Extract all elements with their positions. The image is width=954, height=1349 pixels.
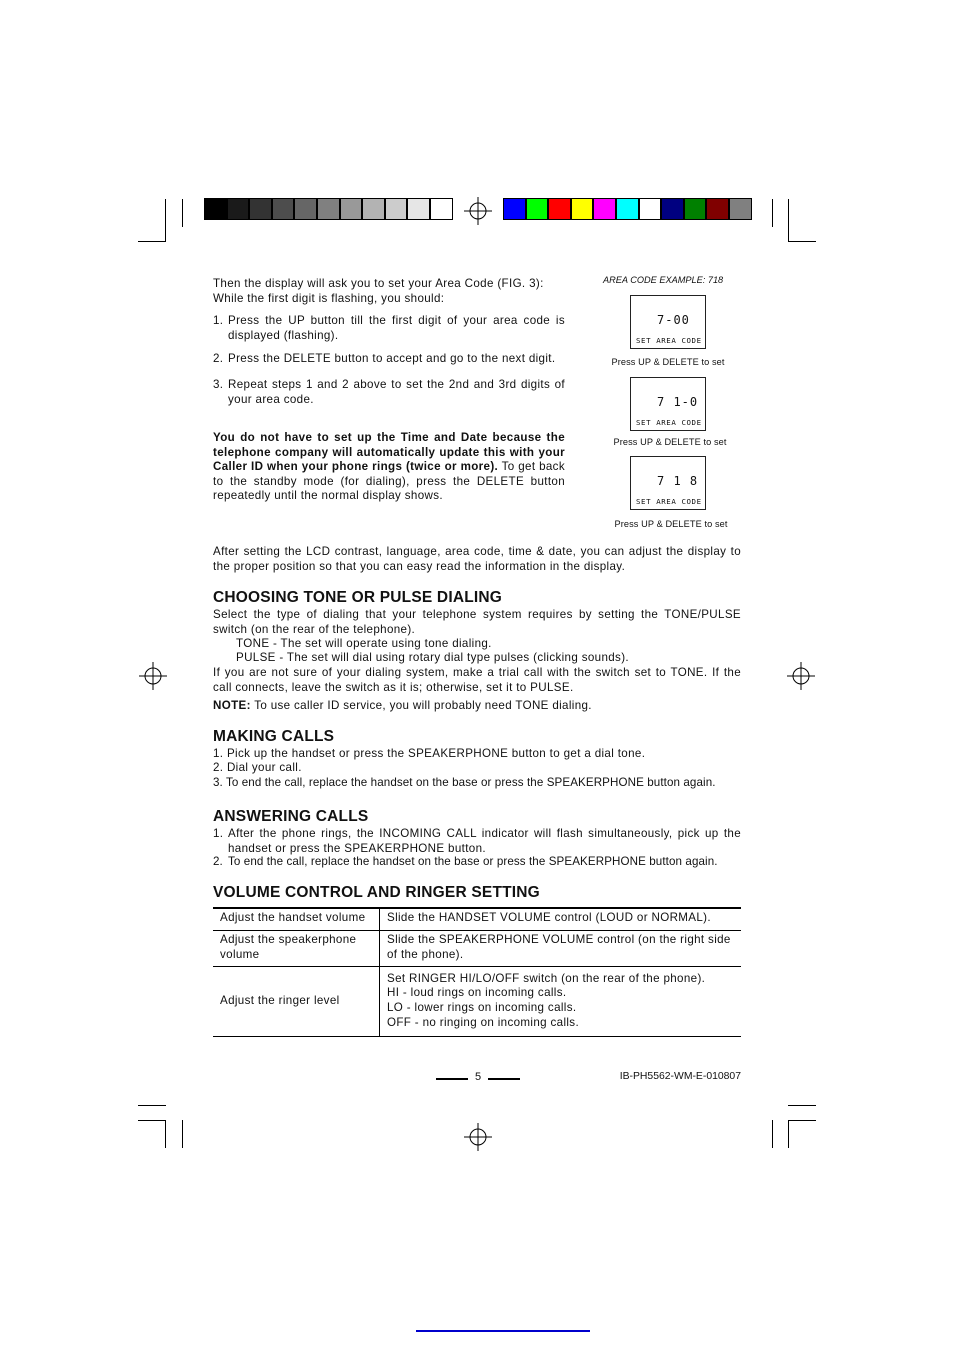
color-swatch [593,198,616,220]
color-swatch [729,198,752,220]
lcd-screen-1: 7-00 SET AREA CODE [630,295,706,349]
tone-pulse-intro: Select the type of dialing that your telephone system requires by setting the TONE/PULSE switch (on the rear of the telephone). [213,608,741,636]
color-swatch [340,198,363,220]
color-swatch [548,198,571,220]
making-calls-step-1: 1. Pick up the handset or press the SPEAKERPHONE button to get a dial tone. [213,747,646,760]
instruction-line: OFF - no ringing on incoming calls. [387,1015,580,1029]
intro-line-1: Then the display will ask you to set your Area Code (FIG. 3): [213,277,544,290]
instruction-line: Slide the SPEAKERPHONE VOLUME control (on the right side of the phone). [387,933,731,961]
color-swatch [204,198,227,220]
color-swatch [684,198,707,220]
color-swatch [706,198,729,220]
volume-heading: VOLUME CONTROL AND RINGER SETTING [213,884,540,901]
lcd-screen-3: 7 1 8 SET AREA CODE [630,456,706,510]
making-calls-step-3: 3. To end the call, replace the handset on the base or press the SPEAKERPHONE button again. [213,776,716,789]
trial-call-paragraph: If you are not sure of your dialing system, make a trial call with the switch set to TONE. If the call connects, leave the switch as it is; otherwise, set it to PULSE. [213,666,741,694]
color-swatch [571,198,594,220]
page-rule-left [436,1078,468,1080]
instruction-line: Slide the HANDSET VOLUME control (LOUD or NORMAL). [387,911,711,925]
color-swatch [227,198,250,220]
color-swatch [639,198,662,220]
color-swatch [503,198,526,220]
color-swatch [294,198,317,220]
caller-id-note: You do not have to set up the Time and Date because the telephone company will automatically update this with your Caller ID when your phone rings (twice or more). To get back to the standby mode (for dialing), press the DELETE button repeatedly until the normal display shows. [213,431,565,503]
step-1: 1. Press the UP button till the first digit of your area code is displayed (flashing). [213,314,565,342]
color-swatch [616,198,639,220]
color-swatch [526,198,549,220]
pulse-option: PULSE - The set will dial using rotary dial type pulses (clicking sounds). [236,651,629,664]
instruction-line: LO - lower rings on incoming calls. [387,1001,577,1014]
figure-title: AREA CODE EXAMPLE: 718 [603,275,724,285]
registration-mark-icon [462,195,494,227]
page-number: 5 [474,1071,482,1083]
color-swatch [249,198,272,220]
setting-instruction-cell [380,930,742,966]
step-3: 3. Repeat steps 1 and 2 above to set the 2nd and 3rd digits of your area code. [213,378,565,406]
color-swatch [362,198,385,220]
lcd-screen-2: 7 1-0 SET AREA CODE [630,377,706,431]
setting-instruction-cell [380,966,742,1036]
registration-mark-icon [462,1121,494,1153]
instruction-line: HI - loud rings on incoming calls. [387,986,567,1000]
document-code: IB-PH5562-WM-E-010807 [619,1071,741,1082]
tone-note: NOTE: To use caller ID service, you will probably need TONE dialing. [213,699,592,712]
registration-mark-icon [137,660,169,692]
making-calls-heading: MAKING CALLS [213,728,335,745]
lcd-caption-3: Press UP & DELETE to set [614,519,728,529]
setting-name-cell: Adjust the handset volume [213,908,380,930]
registration-mark-icon [785,660,817,692]
answering-step-2: 2. To end the call, replace the handset on the base or press the SPEAKERPHONE button again. [213,855,718,868]
lcd-caption-1: Press UP & DELETE to set [611,357,725,367]
table-row [213,908,741,930]
tone-pulse-heading: CHOOSING TONE OR PULSE DIALING [213,589,503,606]
making-calls-step-2: 2. Dial your call. [213,761,302,774]
answering-calls-heading: ANSWERING CALLS [213,808,369,825]
tone-option: TONE - The set will operate using tone dialing. [236,637,492,650]
intro-line-2: While the first digit is flashing, you should: [213,291,445,305]
color-swatch [272,198,295,220]
lcd-caption-2: Press UP & DELETE to set [613,437,727,447]
after-setting-paragraph: After setting the LCD contrast, language, area code, time & date, you can adjust the display to the proper position so that you can easy read the information in the display. [213,545,741,573]
setting-name-cell: Adjust the speakerphone volume [213,930,380,966]
page-rule-right [488,1078,520,1080]
instruction-line: Set RINGER HI/LO/OFF switch (on the rear of the phone). [387,971,706,985]
table-row [213,966,741,1036]
color-swatch [430,198,453,220]
step-2: 2. Press the DELETE button to accept and go to the next digit. [213,352,556,365]
volume-table [213,908,741,1037]
color-swatch [317,198,340,220]
color-swatch [661,198,684,220]
intro-text [213,277,573,306]
color-swatch [407,198,430,220]
bottom-link-underline[interactable] [416,1330,590,1332]
setting-instruction-cell [380,908,742,930]
setting-name-cell: Adjust the ringer level [213,966,380,1036]
color-swatch [385,198,408,220]
table-row [213,930,741,966]
answering-step-1: 1. After the phone rings, the INCOMING CALL indicator will flash simultaneously, pick up the handset or press the SPEAKERPHONE button. [213,827,741,855]
